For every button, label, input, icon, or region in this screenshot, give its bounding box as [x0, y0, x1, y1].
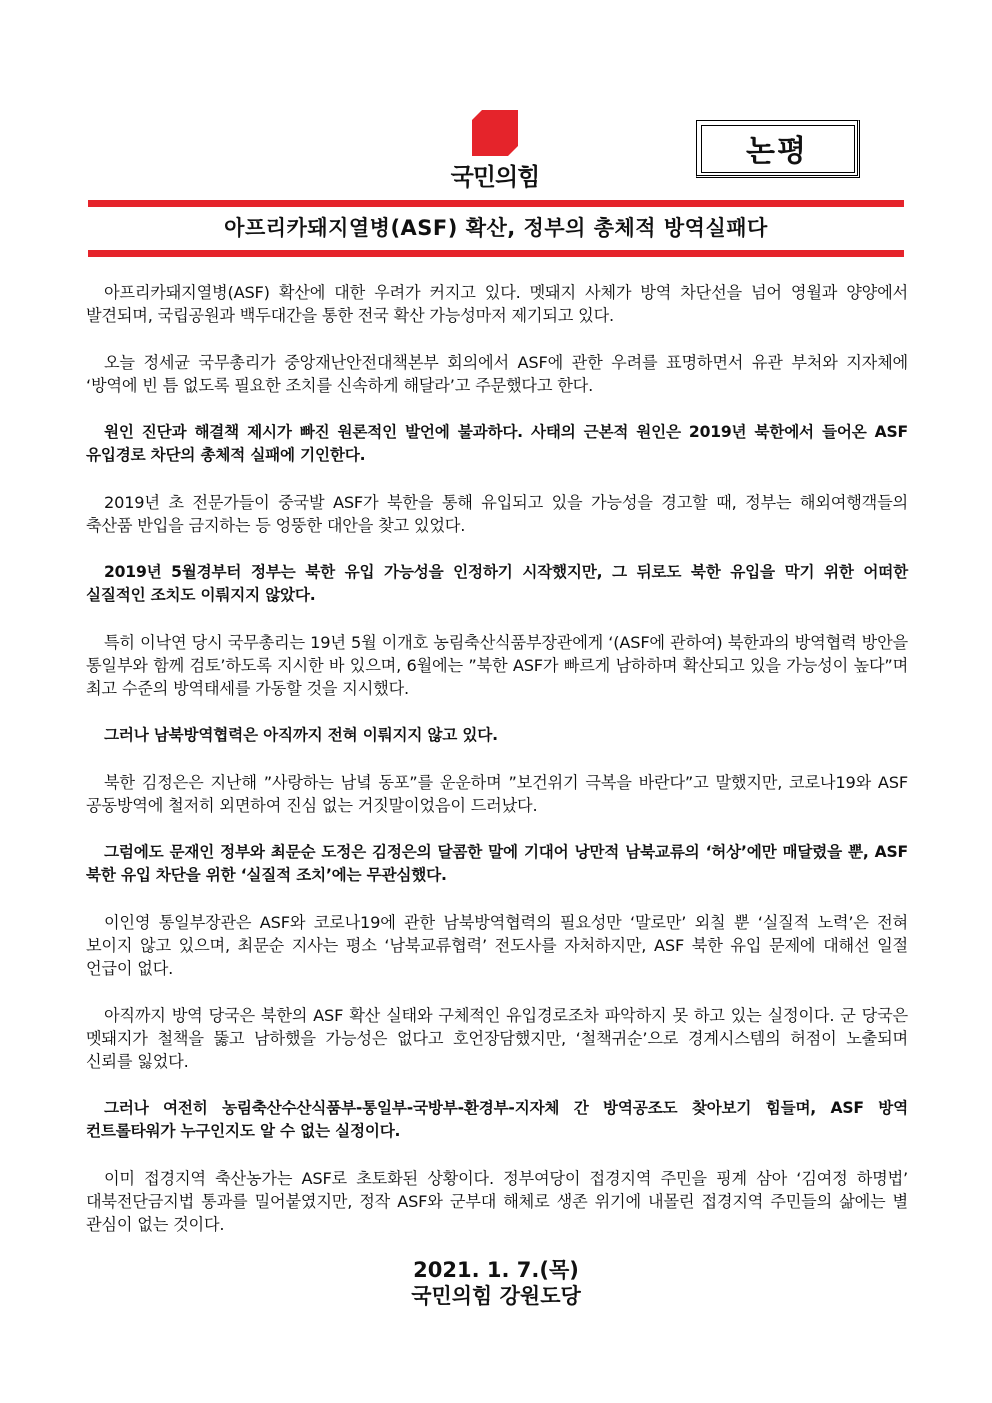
paragraph-7: 그러나 남북방역협력은 아직까지 전혀 이뤄지지 않고 있다. — [104, 726, 498, 744]
headline-bottom-rule — [88, 250, 904, 257]
paragraph-4: 2019년 초 전문가들이 중국발 ASF가 북한을 통해 유입되고 있을 가능성을 경고할 때, 정부는 해외여행객들의 축산품 반입을 금지하는 등 엉뚱한 대안을 찾고 있었다. — [86, 493, 908, 535]
statement-body — [86, 281, 908, 1260]
paragraph-12: 그러나 여전히 농림축산수산식품부-통일부-국방부-환경부-지자체 간 방역공조도 찾아보기 힘들며, ASF 방역 컨트롤타워가 누구인지도 알 수 없는 실정이다. — [86, 1099, 908, 1140]
paragraph-6: 특히 이낙연 당시 국무총리는 19년 5월 이개호 농림축산식품부장관에게 ‘(ASF에 관하여) 북한과의 방역협력 방안을 통일부와 함께 검토’하도록 지시한 바 있으며, 6월에는 ”북한 ASF가 빠르게 남하하며 확산되고 있을 가능성이 높다”며 최고 수준의 방역태세를 가동할 것을 지시했다. — [86, 633, 908, 698]
paragraph-1: 아프리카돼지열병(ASF) 확산에 대한 우려가 커지고 있다. 멧돼지 사체가 방역 차단선을 넘어 영월과 양양에서 발견되며, 국립공원과 백두대간을 통한 전국 확산 가능성마저 제기되고 있다. — [86, 283, 908, 325]
party-logo-text: 국민의힘 — [450, 163, 540, 191]
party-logo-icon — [472, 110, 518, 156]
paragraph-3: 원인 진단과 해결책 제시가 빠진 원론적인 발언에 불과하다. 사태의 근본적 원인은 2019년 북한에서 들어온 ASF 유입경로 차단의 총체적 실패에 기인한다. — [86, 423, 908, 464]
paragraph-9: 그럼에도 문재인 정부와 최문순 도정은 김정은의 달콤한 말에 기대어 낭만적 남북교류의 ‘허상’에만 매달렸을 뿐, ASF 북한 유입 차단을 위한 ‘실질적 조치’에는 무관심했다. — [86, 843, 908, 884]
paragraph-10: 이인영 통일부장관은 ASF와 코로나19에 관한 남북방역협력의 필요성만 ‘말로만’ 외칠 뿐 ‘실질적 노력’은 전혀 보이지 않고 있으며, 최문순 지사는 평소 ‘남북교류협력’ 전도사를 자처하지만, ASF 북한 유입 문제에 대해선 일절 언급이 없다. — [86, 913, 908, 978]
release-date: 2021. 1. 7.(목) — [413, 1258, 579, 1282]
paragraph-5: 2019년 5월경부터 정부는 북한 유입 가능성을 인정하기 시작했지만, 그 뒤로도 북한 유입을 막기 위한 어떠한 실질적인 조치도 이뤄지지 않았다. — [86, 563, 908, 604]
paragraph-2: 오늘 정세균 국무총리가 중앙재난안전대책본부 회의에서 ASF에 관한 우려를 표명하면서 유관 부처와 지자체에 ‘방역에 빈 틈 없도록 필요한 조치를 신속하게 해달라’고 주문했다고 한다. — [86, 353, 908, 395]
issuing-organization: 국민의힘 강원도당 — [411, 1284, 581, 1308]
paragraph-13: 이미 접경지역 축산농가는 ASF로 초토화된 상황이다. 정부여당이 접경지역 주민을 핑계 삼아 ‘김여정 하명법’ 대북전단금지법 통과를 밀어붙였지만, 정작 ASF와 군부대 해체로 생존 위기에 내몰린 접경지역 주민들의 삶에는 별 관심이 없는 것이다. — [86, 1169, 908, 1234]
paragraph-8: 북한 김정은은 지난해 ”사랑하는 남녘 동포”를 운운하며 ”보건위기 극복을 바란다”고 말했지만, 코로나19와 ASF 공동방역에 철저히 외면하여 진심 없는 거짓말이었음이 드러났다. — [86, 773, 908, 815]
headline: 아프리카돼지열병(ASF) 확산, 정부의 총체적 방역실패다 — [224, 216, 768, 240]
headline-top-rule — [88, 200, 904, 207]
document-type-label: 논평 — [746, 134, 808, 169]
paragraph-11: 아직까지 방역 당국은 북한의 ASF 확산 실태와 구체적인 유입경로조차 파악하지 못 하고 있는 실정이다. 군 당국은 멧돼지가 철책을 뚫고 남하했을 가능성은 없다고 호언장담했지만, ‘철책귀순’으로 경계시스템의 허점이 노출되며 신뢰를 잃었다. — [86, 1006, 908, 1071]
document-type-box — [696, 120, 860, 178]
